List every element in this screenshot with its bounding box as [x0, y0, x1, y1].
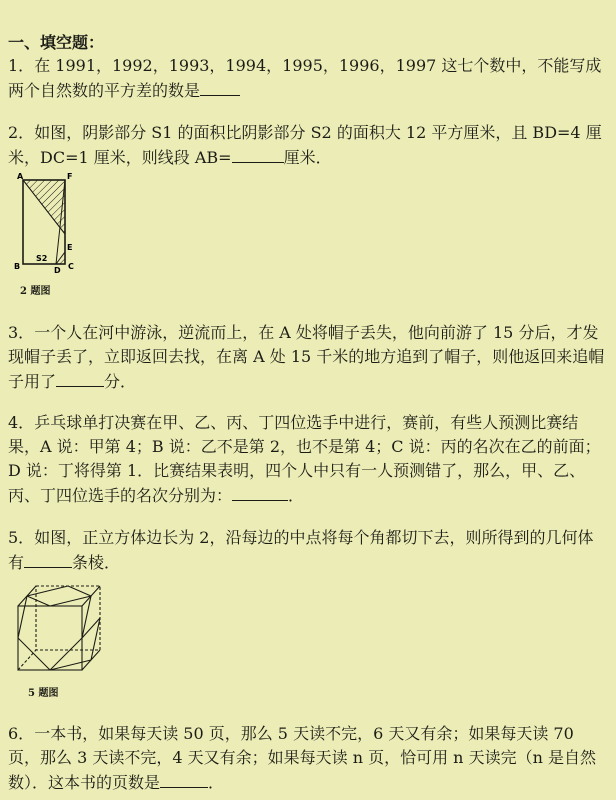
label-b: B: [14, 262, 21, 271]
question-6-text: [8, 722, 608, 795]
question-stem-end: 分．: [104, 372, 137, 391]
question-stem: 一个人在河中游泳，逆流而上，在 A 处将帽子丢失，他向前游了 15 分后，才发现帽子丢了，立即返回去找，在离 A 处 15 千米的地方追到了帽子，则他返回来追帽子用了: [8, 323, 605, 391]
question-number: 6．: [8, 724, 35, 743]
question-stem-end: ．: [288, 486, 305, 505]
label-s2: S2: [36, 254, 48, 263]
label-a: A: [17, 172, 24, 181]
figure-2-diagram: [10, 172, 80, 275]
question-number: 5．: [8, 528, 35, 547]
question-stem: 乒乓球单打决赛在甲、乙、丙、丁四位选手中进行，赛前，有些人预测比赛结果，A 说：甲第 4；B 说：乙不是第 2，也不是第 4；C 说：丙的名次在乙的前面；D 说：丁将得第 1．比赛结果表明，四个人中只有一人预测错了，那么，甲、乙、丙、丁四位选手的名次分别为：: [8, 413, 601, 505]
cut-line: [18, 596, 27, 638]
question-number: 2．: [8, 123, 35, 142]
cut-line: [50, 660, 91, 670]
question-3: [8, 321, 608, 394]
question-1-text: [8, 54, 608, 103]
cut-line: [50, 638, 82, 670]
label-d: D: [54, 266, 61, 275]
question-5-text: [8, 526, 608, 575]
question-2: [8, 121, 608, 170]
answer-blank[interactable]: [56, 369, 104, 387]
question-number: 1．: [8, 56, 35, 75]
cut-line: [50, 596, 91, 606]
question-6: [8, 722, 608, 795]
figure-2-caption: 2 题图: [20, 286, 51, 297]
question-4: [8, 411, 608, 508]
question-2-text: [8, 121, 608, 170]
question-number: 3．: [8, 323, 35, 342]
figure-5-caption: 5 题图: [28, 688, 59, 699]
question-1: [8, 54, 608, 103]
answer-blank[interactable]: [24, 550, 72, 568]
cut-line: [91, 618, 100, 660]
question-3-text: [8, 321, 608, 394]
answer-blank[interactable]: [232, 145, 284, 163]
label-f: F: [67, 172, 73, 181]
question-4-text: [8, 411, 608, 508]
label-e: E: [67, 243, 73, 252]
answer-blank[interactable]: [160, 770, 208, 788]
answer-blank[interactable]: [232, 483, 288, 501]
question-stem-end: 厘米．: [283, 148, 332, 167]
question-stem: 一本书，如果每天读 50 页，那么 5 天读不完，6 天又有余；如果每天读 70 页，那么 3 天读不完，4 天又有余；如果每天读 n 页，恰可用 n 天读完（n 是自然数）．这本书的页数是: [8, 724, 596, 792]
question-number: 4．: [8, 413, 35, 432]
question-stem: 如图，正立方体边长为 2，沿每边的中点将每个角都切下去，则所得到的几何体有: [8, 528, 594, 572]
cut-line: [27, 586, 68, 596]
figure-5-cube-diagram: [14, 582, 104, 678]
answer-blank[interactable]: [200, 78, 240, 96]
section-title: 一、填空题：: [8, 33, 105, 52]
question-stem: 如图，阴影部分 S1 的面积比阴影部分 S2 的面积大 12 平方厘米，且 BD=4 厘米，DC=1 厘米，则线段 AB=: [8, 123, 602, 167]
question-stem-end: ．: [208, 773, 225, 792]
cube-front-face: [18, 606, 82, 670]
question-stem-end: 条棱．: [72, 553, 121, 572]
cut-line: [27, 596, 50, 606]
cut-line: [68, 586, 91, 596]
cut-line: [82, 596, 91, 638]
question-5: [8, 526, 608, 575]
question-stem: 在 1991，1992，1993，1994，1995，1996，1997 这七个数中，不能写成两个自然数的平方差的数是: [8, 56, 602, 100]
label-c: C: [68, 262, 74, 271]
